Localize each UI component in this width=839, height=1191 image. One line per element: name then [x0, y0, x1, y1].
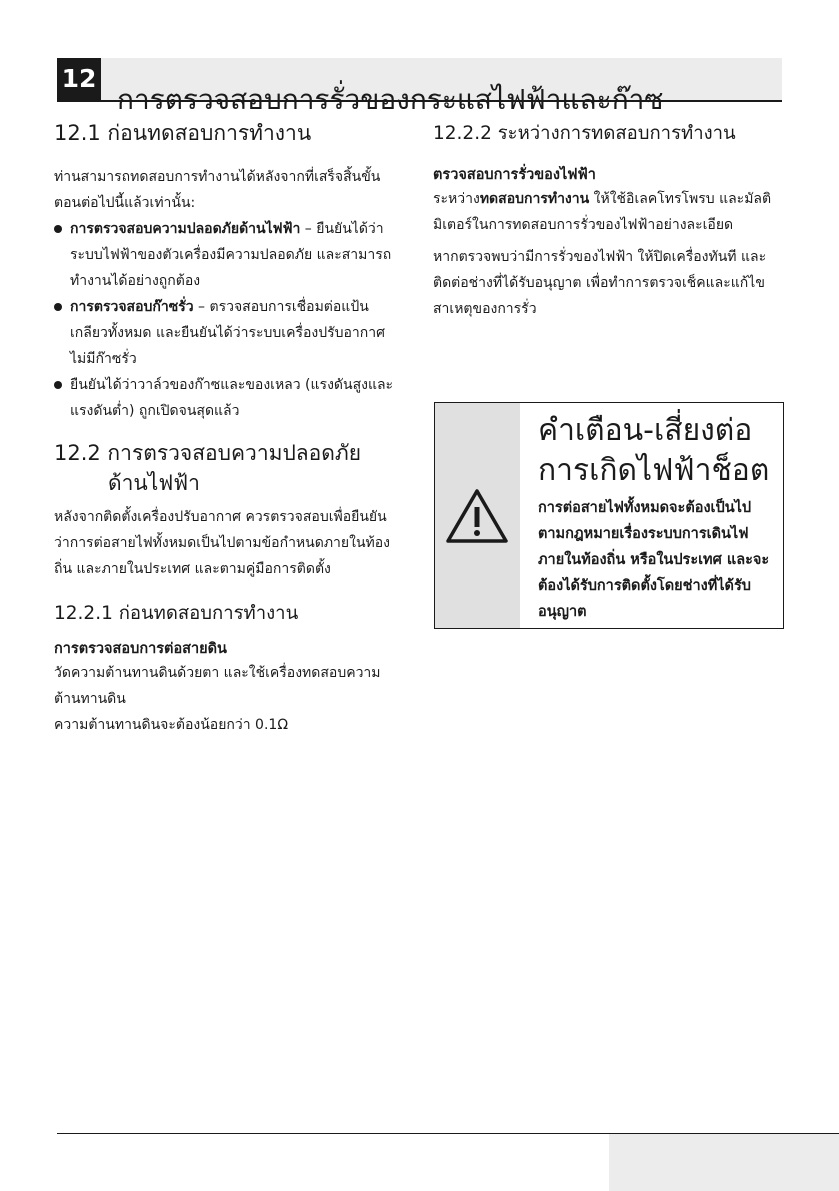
section-12-2-heading-line2: ด้านไฟฟ้า [108, 471, 200, 495]
section-12-2-heading [54, 438, 399, 498]
list-item [54, 372, 399, 424]
earth-check-subheading: การตรวจสอบการต่อสายดิน [54, 641, 227, 657]
warning-triangle-icon [445, 488, 509, 544]
warning-body: การต่อสายไฟทั้งหมดจะต้องเป็นไปตามกฎหมายเรื่องระบบการเดินไฟภายในท้องถิ่น หรือในประเทศ และจะต้องได้รับการติดตั้งโดยช่างที่ได้รับอนุญาต [538, 500, 770, 620]
leakage-check-subheading: ตรวจสอบการรั่วของไฟฟ้า [433, 167, 596, 183]
list-item-text: – ตรวจสอบการเชื่อมต่อแป้นเกลียวทั้งหมด และยืนยันได้ว่าระบบเครื่องปรับอากาศไม่มีก๊าซรั่ว [70, 299, 386, 367]
section-12-2-1-heading: 12.2.1 ก่อนทดสอบการทำงาน [54, 603, 299, 624]
warning-title-line1: คำเตือน-เสี่ยงต่อ [538, 413, 753, 448]
chapter-number: 12 [57, 58, 101, 100]
list-item-text: – ยืนยันได้ว่าระบบไฟฟ้าของตัวเครื่องมีความปลอดภัย และสามารถทำงานได้อย่างถูกต้อง [70, 221, 392, 289]
right-column [433, 120, 785, 322]
warning-title [538, 411, 778, 491]
section-12-1-heading: 12.1 ก่อนทดสอบการทำงาน [54, 121, 312, 145]
chapter-title: การตรวจสอบการรั่วของกระแสไฟฟ้าและก๊าซ [117, 82, 664, 116]
warning-content [538, 411, 778, 625]
leakage-check-body [433, 186, 785, 238]
section-12-1-intro: ท่านสามารถทดสอบการทำงานได้หลังจากที่เสร็จสิ้นขั้นตอนต่อไปนี้แล้วเท่านั้น: [54, 169, 381, 211]
left-column [54, 118, 399, 738]
list-item [54, 216, 399, 294]
leakage-body-bold: ทดสอบการทำงาน [479, 191, 590, 207]
leakage-action-body: หากตรวจพบว่ามีการรั่วของไฟฟ้า ให้ปิดเครื่องทันที และติดต่อช่างที่ได้รับอนุญาต เพื่อทำการตรวจเช็คและแก้ไขสาเหตุของการรั่ว [433, 249, 767, 317]
leakage-body-post: ให้ใช้อิเลคโทรโพรบ และมัลติมิเตอร์ในการทดสอบการรั่วของไฟฟ้าอย่างละเอียด [433, 191, 772, 233]
earth-check-body: วัดความต้านทานดินด้วยตา และใช้เครื่องทดสอบความต้านทานดิน [54, 665, 381, 707]
list-item [54, 294, 399, 372]
section-12-2-2-heading: 12.2.2 ระหว่างการทดสอบการทำงาน [433, 123, 736, 144]
list-item-bold: การตรวจสอบก๊าซรั่ว [70, 299, 194, 315]
footer-page-box [609, 1134, 839, 1191]
list-item-text: ยืนยันได้ว่าวาล์วของก๊าซและของเหลว (แรงดันสูงและแรงดันต่ำ) ถูกเปิดจนสุดแล้ว [70, 377, 394, 419]
warning-title-line2: การเกิดไฟฟ้าช็อต [538, 453, 770, 488]
section-12-2-body: หลังจากติดตั้งเครื่องปรับอากาศ ควรตรวจสอบเพื่อยืนยันว่าการต่อสายไฟทั้งหมดเป็นไปตามข้อกำหนดภายในท้องถิ่น และภายในประเทศ และตามคู่มือการติดตั้ง [54, 509, 390, 577]
warning-icon-panel [435, 403, 520, 628]
bullet-icon [54, 381, 62, 389]
list-item-bold: การตรวจสอบความปลอดภัยด้านไฟฟ้า [70, 221, 301, 237]
bullet-icon [54, 303, 62, 311]
section-12-2-heading-line1: 12.2 การตรวจสอบความปลอดภัย [54, 441, 362, 465]
prerequisite-list [54, 216, 399, 424]
leakage-body-pre: ระหว่าง [433, 191, 480, 207]
bullet-icon [54, 225, 62, 233]
earth-check-requirement: ความต้านทานดินจะต้องน้อยกว่า 0.1Ω [54, 717, 289, 733]
electric-shock-warning-box [434, 402, 784, 629]
